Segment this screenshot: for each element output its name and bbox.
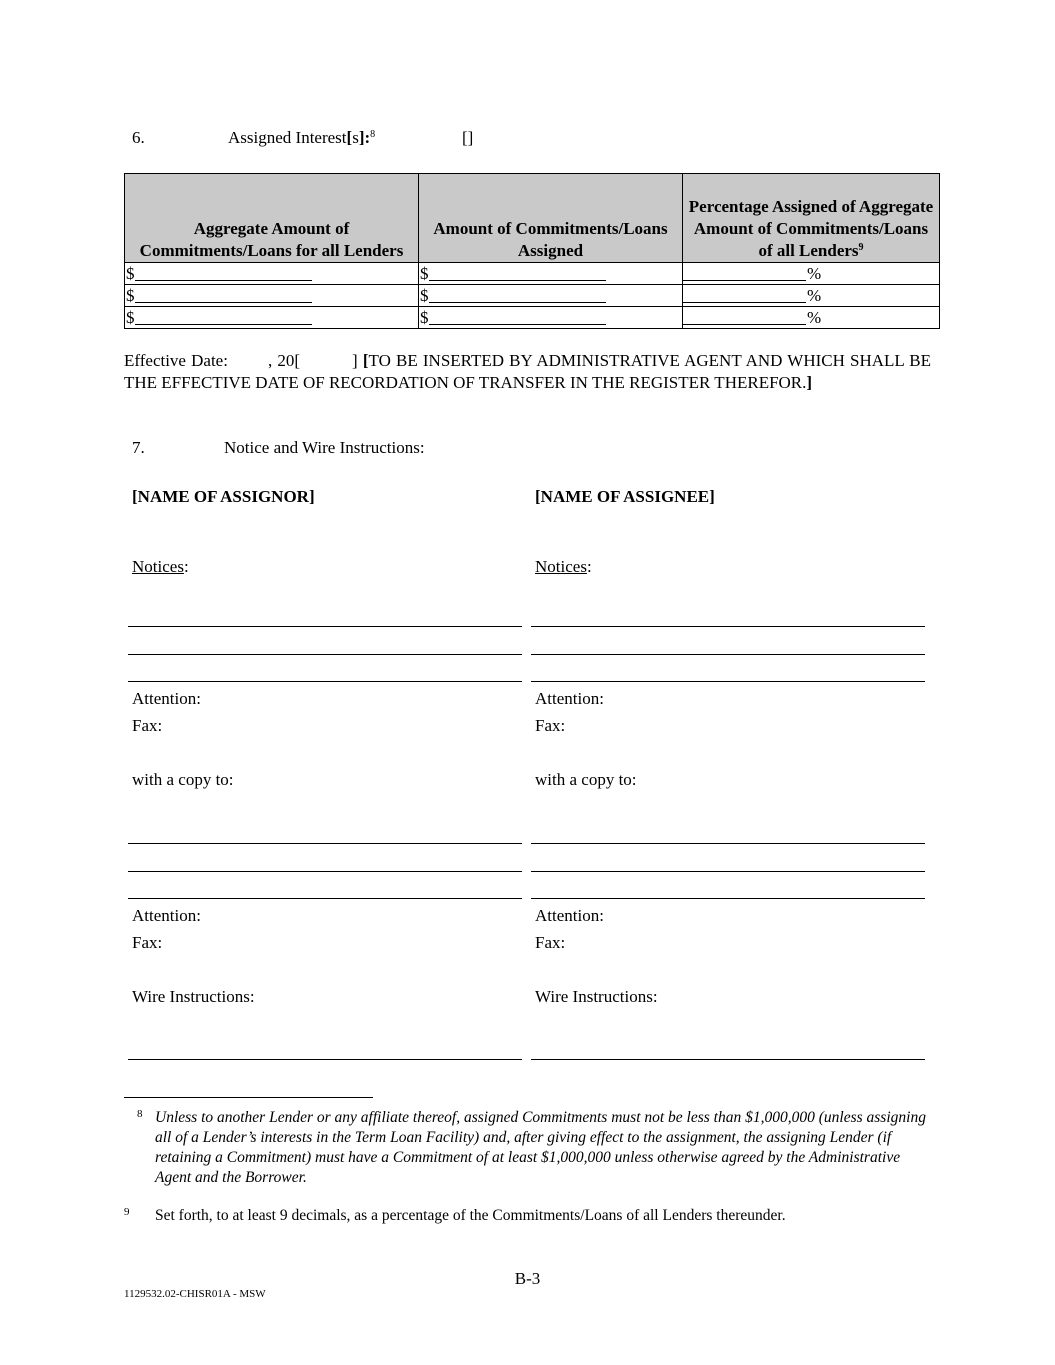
footnote-9: 9 Set forth, to at least 9 decimals, as a percentage of the Commitments/Loans of all Lenders thereunder. [124,1206,786,1224]
section-6-heading [132,127,632,149]
assignee-notice-line[interactable] [531,681,925,682]
blank-line [429,285,606,303]
assignor-copy-line[interactable] [128,871,522,872]
section-number: 7. [132,438,145,457]
assignor-attention-label: Attention: [132,689,201,708]
header-percentage-assigned: Percentage Assigned of Aggregate Amount of Commitments/Loans of all Lenders$^9$ [683,174,940,263]
assignee-notice-line[interactable] [531,654,925,655]
assignor-copy-line[interactable] [128,843,522,844]
footnote-separator [124,1097,373,1098]
assignor-wire-line[interactable] [128,1059,522,1060]
effective-date-label: Effective Date: [124,351,228,370]
assignee-notices-label: Notices: [535,557,592,576]
assigned-interest-table [124,173,940,329]
assignee-copy-attention-label: Attention: [535,906,604,925]
header-aggregate-amount: Aggregate Amount of Commitments/Loans for all Lenders [125,174,419,263]
section-7-heading [132,437,632,459]
section-label: Notice and Wire Instructions: [224,438,425,457]
header-amount-assigned: Amount of Commitments/Loans Assigned [419,174,683,263]
assignee-copy-line[interactable] [531,843,925,844]
amount-assigned-cell[interactable]: $ [419,285,683,307]
blank-line [429,307,606,325]
assignor-copy-attention-label: Attention: [132,906,201,925]
assignor-notices-label: Notices: [132,557,189,576]
aggregate-amount-cell[interactable]: $ [125,285,419,307]
document-id: 1129532.02-CHISR01A - MSW [124,1288,266,1300]
assignee-attention-label: Attention: [535,689,604,708]
blank-line [135,285,312,303]
blank-line [683,285,806,303]
blank-line [683,307,806,325]
assignor-notice-line[interactable] [128,654,522,655]
blank-line [429,263,606,281]
blank-line [683,263,806,281]
amount-assigned-cell[interactable]: $ [419,263,683,285]
assignee-name: [NAME OF ASSIGNEE] [535,487,715,506]
footnote-8: 8 Unless to another Lender or any affiliate thereof, assigned Commitments must not be less than $1,000,000 (unless assigning all of a Lender’s interests in the Term Loan Facility) and, after giving effect to the assignment, the assigning Lender (if retaining a Commitment) must have a Commitment of at least $1,000,000 unless otherwise agreed by the Administrative Agent and the Borrower. [137,1108,926,1186]
assignee-copy-line[interactable] [531,871,925,872]
assignee-copy-line[interactable] [531,898,925,899]
assignee-notice-line[interactable] [531,626,925,627]
blank-line [135,263,312,281]
page-number: B-3 [514,1269,541,1288]
table-row [125,263,940,285]
assignor-copy-to-label: with a copy to: [132,770,234,789]
blank-line [135,307,312,325]
assignee-copy-fax-label: Fax: [535,933,566,952]
effective-date-paragraph: Effective Date: , 20[ ] [TO BE INSERTED BY ADMINISTRATIVE AGENT AND WHICH SHALL BE THE EFFECTIVE DATE OF RECORDATION OF TRANSFER IN THE REGISTER THEREFOR.] [124,351,932,392]
section-number: 6. [132,128,145,147]
assignor-copy-fax-label: Fax: [132,933,163,952]
amount-assigned-cell[interactable]: $ [419,307,683,329]
percentage-cell[interactable]: % [683,263,940,285]
aggregate-amount-cell[interactable]: $ [125,263,419,285]
percentage-cell[interactable]: % [683,307,940,329]
footnote-ref-9: 9 [858,242,864,253]
assignee-copy-to-label: with a copy to: [535,770,637,789]
assignee-wire-instructions-label: Wire Instructions: [535,987,658,1006]
table-row [125,307,940,329]
assignor-copy-line[interactable] [128,898,522,899]
table-header-row [125,174,940,263]
footnote-ref-8: 8 [370,129,376,140]
assignee-wire-line[interactable] [531,1059,925,1060]
section-label: Assigned Interest[s]:$^8$ [228,128,376,147]
aggregate-amount-cell[interactable]: $ [125,307,419,329]
assignor-notice-line[interactable] [128,626,522,627]
table-row [125,285,940,307]
assignor-wire-instructions-label: Wire Instructions: [132,987,255,1006]
assignor-fax-label: Fax: [132,716,163,735]
assignor-notice-line[interactable] [128,681,522,682]
assignee-fax-label: Fax: [535,716,566,735]
assigned-interest-placeholder: [] [462,128,474,147]
assignor-name: [NAME OF ASSIGNOR] [132,487,315,506]
percentage-cell[interactable]: % [683,285,940,307]
